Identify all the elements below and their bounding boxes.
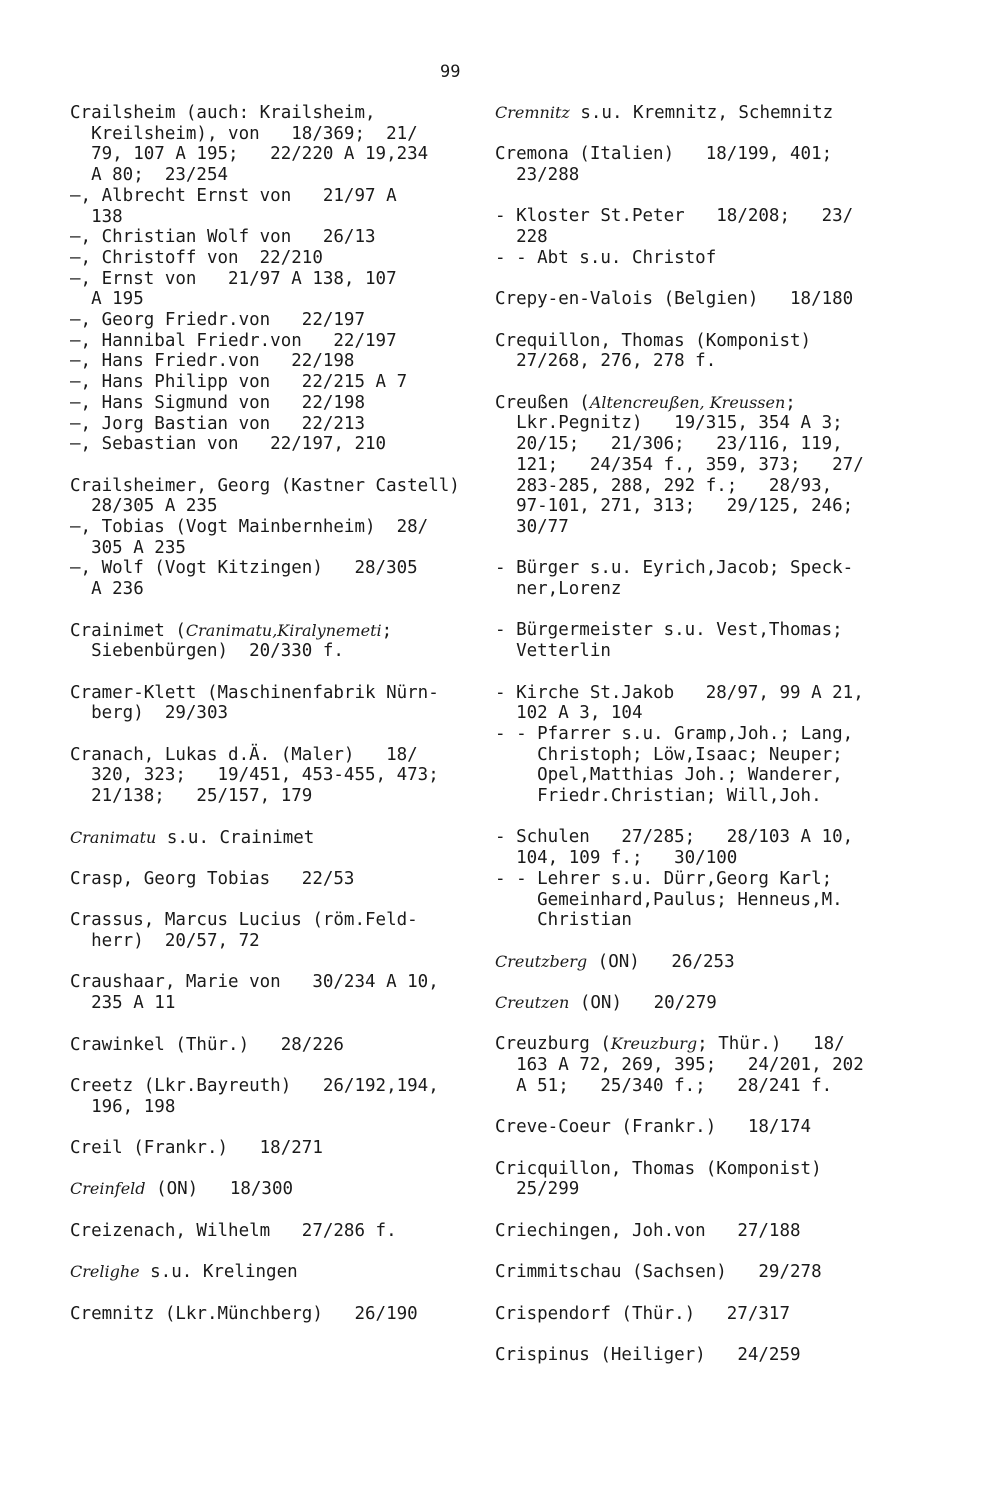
entry-line [70, 393, 470, 414]
text-segment: - Schulen 27/285; 28/103 A 10, [495, 827, 854, 848]
entry-line [70, 683, 470, 704]
entry-line [495, 1304, 935, 1325]
entry-line [70, 828, 470, 849]
entry-line [495, 558, 935, 579]
text-segment: 79, 107 A 195; 22/220 A 19,234 [70, 144, 429, 165]
text-segment: - - Lehrer s.u. Dürr,Georg Karl; [495, 868, 833, 889]
entry-line [495, 496, 935, 517]
entry-line [495, 144, 935, 165]
text-segment: —, Hans Sigmund von 22/198 [70, 392, 366, 413]
text-segment: —, Georg Friedr.von 22/197 [70, 310, 366, 331]
text-segment: - - Pfarrer s.u. Gramp,Joh.; Lang, [495, 723, 854, 744]
text-segment: s.u. Crainimet [156, 827, 315, 848]
entry-line [70, 641, 470, 662]
index-entry [495, 1159, 935, 1200]
index-entry [495, 1034, 935, 1096]
index-entry [70, 745, 470, 807]
index-entry [70, 1179, 470, 1200]
entry-line [70, 972, 470, 993]
text-segment: s.u. Krelingen [139, 1262, 298, 1283]
italic-segment: Creutzen [495, 993, 570, 1013]
text-segment: ; [785, 392, 796, 413]
index-entry [70, 476, 470, 600]
italic-segment: Creutzberg [495, 951, 588, 971]
entry-line [70, 289, 470, 310]
text-segment: Friedr.Christian; Will,Joh. [495, 786, 822, 807]
text-segment: Cramer-Klett (Maschinenfabrik Nürn- [70, 682, 439, 703]
text-segment: 104, 109 f.; 30/100 [495, 848, 738, 869]
text-segment: - Kloster St.Peter 18/208; 23/ [495, 206, 854, 227]
index-entry [495, 206, 935, 268]
entry-line [495, 165, 935, 186]
text-segment: 305 A 235 [70, 537, 186, 558]
italic-segment: Cranimatu,Kiralynemeti [185, 620, 382, 640]
index-entry [495, 1117, 935, 1138]
entry-line [70, 1179, 470, 1200]
index-entry [70, 1138, 470, 1159]
text-segment: ; [381, 620, 393, 641]
text-segment: —, Hans Friedr.von 22/198 [70, 351, 355, 372]
text-segment: - Bürgermeister s.u. Vest,Thomas; [495, 620, 843, 641]
entry-line [70, 621, 470, 642]
text-segment: - - Abt s.u. Christof [495, 247, 717, 268]
text-segment: Crispendorf (Thür.) 27/317 [495, 1303, 791, 1324]
index-entry [495, 1262, 935, 1283]
entry-line [70, 1262, 470, 1283]
index-entry [495, 289, 935, 310]
text-segment: Craushaar, Marie von 30/234 A 10, [70, 972, 439, 993]
index-entry [70, 1076, 470, 1117]
index-entry [495, 993, 935, 1014]
text-segment: Cremona (Italien) 18/199, 401; [495, 144, 833, 165]
entry-line [70, 186, 470, 207]
index-entry [70, 683, 470, 724]
text-segment: (ON) 20/279 [569, 993, 717, 1014]
entry-line [70, 434, 470, 455]
text-segment: 21/138; 25/157, 179 [70, 786, 313, 807]
text-segment: 30/77 [495, 516, 569, 537]
entry-line [70, 538, 470, 559]
entry-line [70, 1076, 470, 1097]
entry-line [495, 952, 935, 973]
index-column-right [495, 103, 935, 1386]
text-segment: Cremnitz (Lkr.Münchberg) 26/190 [70, 1303, 418, 1324]
text-segment: Christian [495, 910, 632, 931]
text-segment: A 195 [70, 289, 144, 310]
text-segment: 138 [70, 206, 123, 227]
text-segment: Gemeinhard,Paulus; Henneus,M. [495, 889, 843, 910]
entry-line [495, 848, 935, 869]
text-segment: 283-285, 288, 292 f.; 28/93, [495, 475, 833, 496]
italic-segment: Creinfeld [70, 1179, 146, 1199]
text-segment: A 80; 23/254 [70, 165, 229, 186]
entry-line [70, 931, 470, 952]
entry-line [70, 579, 470, 600]
entry-line [70, 703, 470, 724]
entry-line [70, 1221, 470, 1242]
index-entry [70, 910, 470, 951]
entry-line [70, 1097, 470, 1118]
index-entry [70, 103, 470, 455]
entry-line [495, 1076, 935, 1097]
entry-line [495, 351, 935, 372]
entry-line [70, 269, 470, 290]
entry-line [495, 455, 935, 476]
text-segment: Criechingen, Joh.von 27/188 [495, 1220, 801, 1241]
text-segment: —, Hannibal Friedr.von 22/197 [70, 330, 397, 351]
entry-line [495, 890, 935, 911]
entry-line [495, 434, 935, 455]
italic-segment: Cremnitz [495, 103, 570, 122]
entry-line [70, 414, 470, 435]
index-entry [495, 393, 935, 538]
text-segment: ner,Lorenz [495, 579, 622, 600]
text-segment: Cranach, Lukas d.Ä. (Maler) 18/ [70, 744, 418, 765]
entry-line [495, 1159, 935, 1180]
text-segment: 28/305 A 235 [70, 496, 218, 517]
entry-line [495, 1055, 935, 1076]
entry-line [495, 1117, 935, 1138]
text-segment: Crimmitschau (Sachsen) 29/278 [495, 1262, 822, 1283]
text-segment: 23/288 [495, 165, 580, 186]
text-segment: —, Wolf (Vogt Kitzingen) 28/305 [70, 558, 418, 579]
entry-line [495, 103, 935, 124]
text-segment: Christoph; Löw,Isaac; Neuper; [495, 744, 843, 765]
index-entry [70, 1035, 470, 1056]
text-segment: Creve-Coeur (Frankr.) 18/174 [495, 1117, 812, 1138]
entry-line [70, 765, 470, 786]
entry-line [495, 331, 935, 352]
italic-segment: Cranimatu [70, 827, 157, 847]
text-segment: - Kirche St.Jakob 28/97, 99 A 21, [495, 682, 864, 703]
text-segment: Crepy-en-Valois (Belgien) 18/180 [495, 289, 854, 310]
index-entry [495, 620, 935, 661]
entry-line [495, 827, 935, 848]
text-segment: Crasp, Georg Tobias 22/53 [70, 868, 355, 889]
text-segment: Creizenach, Wilhelm 27/286 f. [70, 1220, 397, 1241]
entry-line [495, 993, 935, 1014]
page-number: 99 [440, 62, 461, 82]
entry-line [70, 310, 470, 331]
entry-line [495, 1221, 935, 1242]
entry-line [70, 993, 470, 1014]
entry-line [70, 1035, 470, 1056]
entry-line [495, 1345, 935, 1366]
text-segment: 163 A 72, 269, 395; 24/201, 202 [495, 1055, 864, 1076]
text-segment: - Bürger s.u. Eyrich,Jacob; Speck- [495, 558, 854, 579]
index-entry [70, 869, 470, 890]
text-segment: A 51; 25/340 f.; 28/241 f. [495, 1075, 833, 1096]
index-entry [495, 1345, 935, 1366]
index-entry [495, 331, 935, 372]
entry-line [70, 372, 470, 393]
entry-line [70, 496, 470, 517]
entry-line [70, 331, 470, 352]
entry-line [70, 144, 470, 165]
text-segment: Creußen ( [495, 392, 590, 413]
text-segment: herr) 20/57, 72 [70, 931, 260, 952]
index-entry [495, 1221, 935, 1242]
text-segment: Crawinkel (Thür.) 28/226 [70, 1034, 344, 1055]
text-segment: 25/299 [495, 1179, 580, 1200]
text-segment: 27/268, 276, 278 f. [495, 351, 717, 372]
entry-line [70, 517, 470, 538]
text-segment: Opel,Matthias Joh.; Wanderer, [495, 765, 843, 786]
entry-line [70, 786, 470, 807]
entry-line [495, 869, 935, 890]
text-segment: Crispinus (Heiliger) 24/259 [495, 1344, 801, 1365]
text-segment: Creil (Frankr.) 18/271 [70, 1137, 323, 1158]
text-segment: 102 A 3, 104 [495, 703, 643, 724]
text-segment: 97-101, 271, 313; 29/125, 246; [495, 496, 854, 517]
entry-line [70, 124, 470, 145]
text-segment: —, Jorg Bastian von 22/213 [70, 413, 366, 434]
entry-line [495, 227, 935, 248]
entry-line [70, 745, 470, 766]
text-segment: Vetterlin [495, 641, 611, 662]
index-entry [495, 952, 935, 973]
text-segment: —, Tobias (Vogt Mainbernheim) 28/ [70, 517, 429, 538]
entry-line [495, 289, 935, 310]
entry-line [495, 786, 935, 807]
entry-line [495, 910, 935, 931]
index-entry [495, 103, 935, 124]
index-entry [495, 683, 935, 807]
index-entry [70, 621, 470, 662]
italic-segment: Kreuzburg [610, 1034, 698, 1054]
text-segment: 235 A 11 [70, 993, 176, 1014]
index-entry [495, 827, 935, 931]
text-segment: 121; 24/354 f., 359, 373; 27/ [495, 454, 864, 475]
index-entry [495, 144, 935, 185]
italic-segment: Altencreußen, Kreussen [589, 392, 786, 412]
index-entry [495, 1304, 935, 1325]
text-segment: Kreilsheim), von 18/369; 21/ [70, 123, 418, 144]
entry-line [70, 165, 470, 186]
entry-line [495, 745, 935, 766]
text-segment: Lkr.Pegnitz) 19/315, 354 A 3; [495, 413, 843, 434]
index-entry [70, 1262, 470, 1283]
index-column-left [70, 103, 470, 1345]
text-segment: 228 [495, 227, 548, 248]
index-entry [70, 972, 470, 1013]
text-segment: (ON) 26/253 [587, 951, 735, 972]
text-segment: ; Thür.) 18/ [697, 1034, 845, 1055]
text-segment: —, Hans Philipp von 22/215 A 7 [70, 372, 408, 393]
entry-line [495, 413, 935, 434]
entry-line [70, 1138, 470, 1159]
text-segment: Siebenbürgen) 20/330 f. [70, 641, 344, 662]
entry-line [70, 558, 470, 579]
index-entry [70, 1221, 470, 1242]
entry-line [495, 641, 935, 662]
entry-line [495, 683, 935, 704]
entry-line [495, 703, 935, 724]
entry-line [495, 248, 935, 269]
text-segment: Crailsheimer, Georg (Kastner Castell) [70, 475, 460, 496]
entry-line [70, 476, 470, 497]
text-segment: s.u. Kremnitz, Schemnitz [569, 103, 834, 123]
entry-line [70, 227, 470, 248]
italic-segment: Crelighe [70, 1262, 140, 1282]
entry-line [70, 910, 470, 931]
entry-line [495, 1179, 935, 1200]
text-segment: —, Albrecht Ernst von 21/97 A [70, 185, 397, 206]
text-segment: 196, 198 [70, 1096, 176, 1117]
text-segment: Crequillon, Thomas (Komponist) [495, 330, 812, 351]
entry-line [495, 206, 935, 227]
entry-line [495, 476, 935, 497]
entry-line [70, 207, 470, 228]
entry-line [70, 248, 470, 269]
text-segment: Crassus, Marcus Lucius (röm.Feld- [70, 910, 418, 931]
entry-line [495, 393, 935, 414]
text-segment: —, Sebastian von 22/197, 210 [70, 434, 387, 455]
text-segment: Crailsheim (auch: Krailsheim, [70, 103, 376, 123]
index-entry [70, 1304, 470, 1325]
text-segment: (ON) 18/300 [145, 1179, 294, 1200]
text-segment: berg) 29/303 [70, 703, 229, 724]
index-entry [70, 828, 470, 849]
text-segment: 320, 323; 19/451, 453-455, 473; [70, 765, 439, 786]
text-segment: Creuzburg ( [495, 1034, 611, 1055]
entry-line [495, 579, 935, 600]
entry-line [495, 1034, 935, 1055]
text-segment: —, Christoff von 22/210 [70, 247, 323, 268]
text-segment: —, Ernst von 21/97 A 138, 107 [70, 268, 397, 289]
entry-line [495, 765, 935, 786]
entry-line [495, 517, 935, 538]
text-segment: Creetz (Lkr.Bayreuth) 26/192,194, [70, 1075, 439, 1096]
entry-line [70, 103, 470, 124]
entry-line [70, 869, 470, 890]
index-entry [495, 558, 935, 599]
entry-line [70, 1304, 470, 1325]
text-segment: Cricquillon, Thomas (Komponist) [495, 1158, 822, 1179]
text-segment: —, Christian Wolf von 26/13 [70, 227, 376, 248]
text-segment: A 236 [70, 579, 144, 600]
entry-line [495, 724, 935, 745]
entry-line [495, 620, 935, 641]
entry-line [495, 1262, 935, 1283]
text-segment: Crainimet ( [70, 620, 186, 641]
entry-line [70, 351, 470, 372]
text-segment: 20/15; 21/306; 23/116, 119, [495, 434, 843, 455]
